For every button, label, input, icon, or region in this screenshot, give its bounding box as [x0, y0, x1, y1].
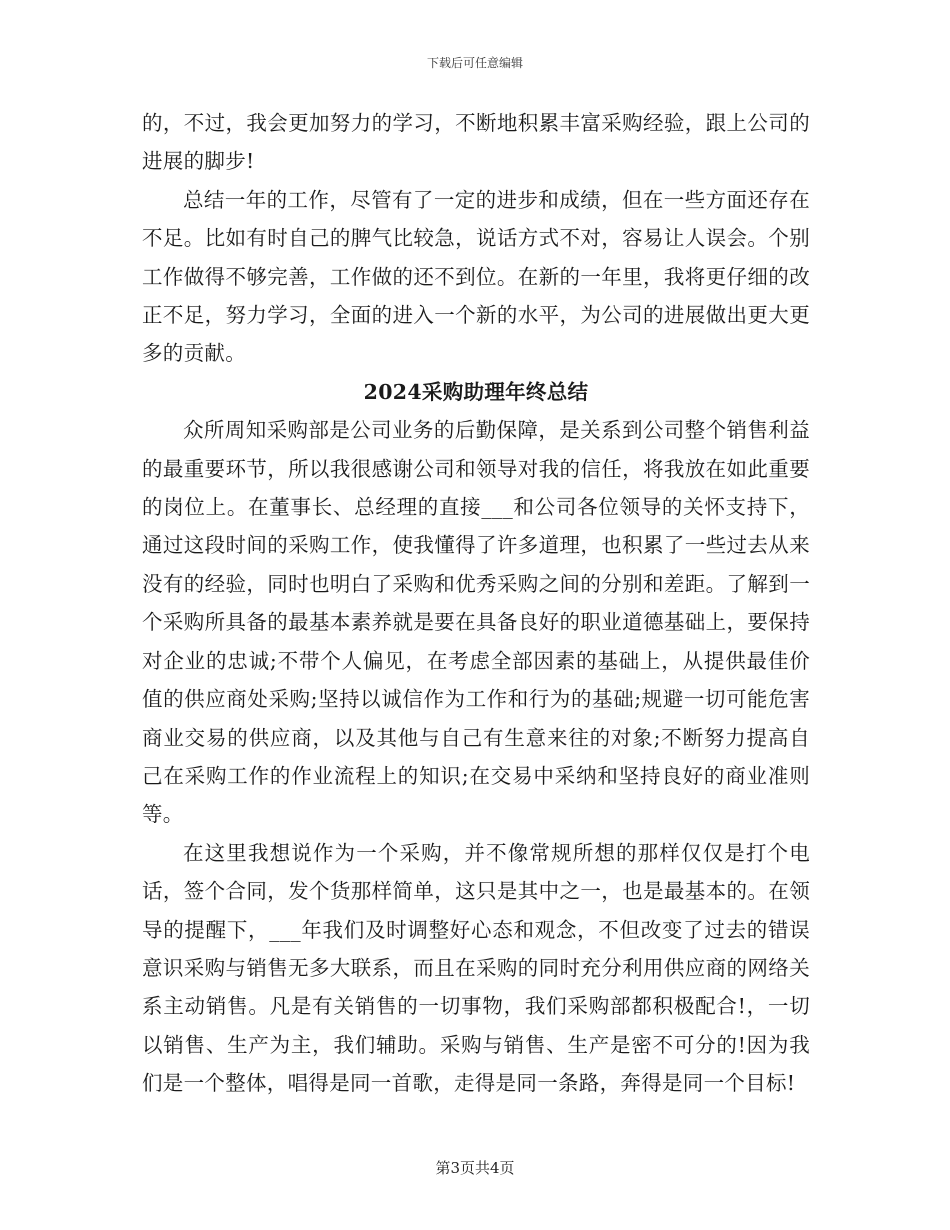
- body-paragraph-1: 众所周知采购部是公司业务的后勤保障，是关系到公司整个销售利益的最重要环节，所以我很感谢公司和领导对我的信任，将我放在如此重要的岗位上。在董事长、总经理的直接___和公司各位领导的关怀支持下，通过这段时间的采购工作，使我懂得了许多道理，也积累了一些过去从来没有的经验，同时也明白了采购和优秀采购之间的分别和差距。了解到一个采购所具备的最基本素养就是要在具备良好的职业道德基础上，要保持对企业的忠诚;不带个人偏见，在考虑全部因素的基础上，从提供最佳价值的供应商处采购;坚持以诚信作为工作和行为的基础;规避一切可能危害商业交易的供应商，以及其他与自己有生意来往的对象;不断努力提高自己在采购工作的作业流程上的知识;在交易中采纳和坚持良好的商业准则等。: [142, 418, 810, 827]
- summary-paragraph: 总结一年的工作，尽管有了一定的进步和成绩，但在一些方面还存在不足。比如有时自己的脾气比较急，说话方式不对，容易让人误会。个别工作做得不够完善，工作做的还不到位。在新的一年里，我将更仔细的改正不足，努力学习，全面的进入一个新的水平，为公司的进展做出更大更多的贡献。: [142, 187, 810, 366]
- section-title: 2024采购助理年终总结: [363, 379, 589, 404]
- body-paragraph-2: 在这里我想说作为一个采购，并不像常规所想的那样仅仅是打个电话，签个合同，发个货那样简单，这只是其中之一，也是最基本的。在领导的提醒下，___年我们及时调整好心态和观念，不但改变了过去的错误意识采购与销售无多大联系，而且在采购的同时充分利用供应商的网络关系主动销售。凡是有关销售的一切事物，我们采购部都积极配合!，一切以销售、生产为主，我们辅助。采购与销售、生产是密不可分的!因为我们是一个整体，唱得是同一首歌，走得是同一条路，奔得是同一个目标!: [142, 840, 810, 1096]
- document-body: [142, 104, 810, 1103]
- page-footer: 第3页共4页: [435, 1159, 515, 1177]
- page-header: 下载后可任意编辑: [426, 56, 523, 70]
- continuation-paragraph: 的，不过，我会更加努力的学习，不断地积累丰富采购经验，跟上公司的进展的脚步!: [142, 111, 810, 174]
